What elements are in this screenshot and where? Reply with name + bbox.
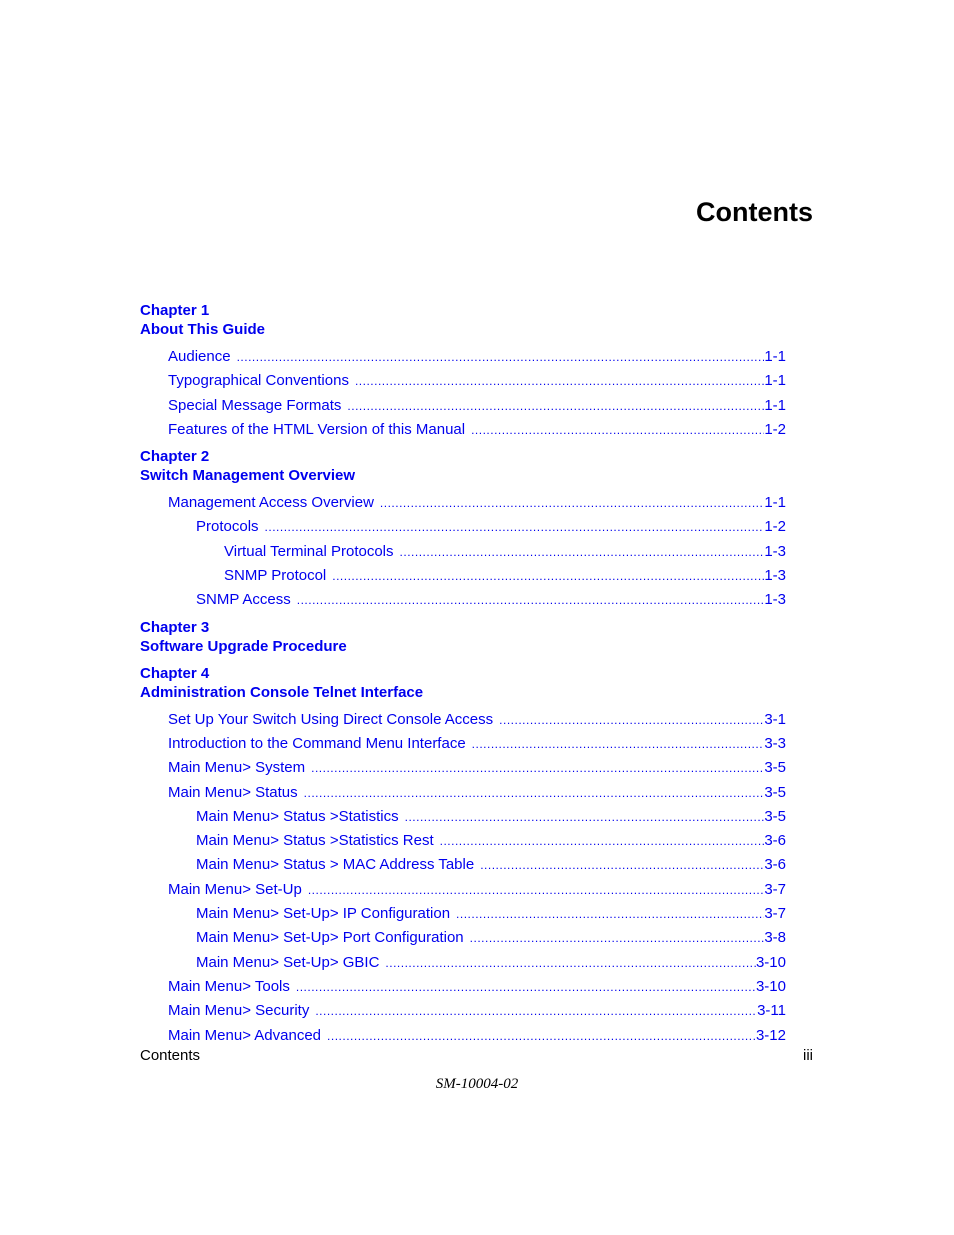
toc-entry-link[interactable] xyxy=(140,515,786,539)
toc-entry-link[interactable] xyxy=(140,394,786,418)
toc-entry-label: Virtual Terminal Protocols xyxy=(224,542,394,560)
toc-entry-link[interactable] xyxy=(140,805,786,829)
chapter-title-link[interactable]: Software Upgrade Procedure xyxy=(140,637,347,655)
toc-entry-link[interactable] xyxy=(140,829,786,853)
toc-entry-link[interactable] xyxy=(140,345,786,369)
dot-leader xyxy=(380,492,764,515)
toc-entry-page-number: 3-7 xyxy=(764,905,786,923)
dot-leader xyxy=(315,1000,757,1023)
toc-entry-link[interactable] xyxy=(140,756,786,780)
toc-entry-page-number: 1-3 xyxy=(764,542,786,560)
toc-entry-link[interactable] xyxy=(140,732,786,756)
toc-entry-label: Main Menu> Set-Up> IP Configuration xyxy=(196,905,451,923)
toc-entry-label: Set Up Your Switch Using Direct Console Access xyxy=(168,710,494,728)
toc-entry-label: Features of the HTML Version of this Manual xyxy=(168,420,466,438)
dot-leader xyxy=(499,709,764,732)
dot-leader xyxy=(308,879,764,902)
dot-leader xyxy=(237,346,765,369)
toc-entry-label: Main Menu> Tools xyxy=(168,977,290,995)
chapter-block xyxy=(140,447,786,612)
table-of-contents xyxy=(140,301,786,1053)
toc-entry-page-number: 3-6 xyxy=(764,832,786,850)
toc-entry-page-number: 3-3 xyxy=(764,734,786,752)
dot-leader xyxy=(355,370,764,393)
chapter-title-link[interactable]: Switch Management Overview xyxy=(140,467,356,485)
toc-entry-page-number: 3-12 xyxy=(755,1026,786,1044)
toc-entry-page-number: 1-2 xyxy=(764,420,786,438)
toc-entry-page-number: 3-7 xyxy=(764,880,786,898)
chapter-title-link[interactable]: Administration Console Telnet Interface xyxy=(140,683,424,701)
toc-entry-label: Management Access Overview xyxy=(168,494,374,512)
toc-entry-link[interactable] xyxy=(140,588,786,612)
footer-section-name: Contents xyxy=(140,1047,201,1064)
toc-entry-page-number: 1-2 xyxy=(764,518,786,536)
toc-entry-link[interactable] xyxy=(140,491,786,515)
chapter-number-link[interactable]: Chapter 1 xyxy=(140,302,210,319)
dot-leader xyxy=(456,903,764,926)
chapter-number-link[interactable]: Chapter 4 xyxy=(140,664,210,682)
chapter-title-link[interactable]: About This Guide xyxy=(140,321,265,338)
toc-entry-page-number: 3-10 xyxy=(755,977,786,995)
chapter-entry-list xyxy=(140,345,786,442)
toc-entry-link[interactable] xyxy=(140,878,786,902)
dot-leader xyxy=(296,976,756,999)
chapter-number-link[interactable]: Chapter 3 xyxy=(140,618,210,636)
dot-leader xyxy=(265,516,765,539)
chapter-number-link[interactable]: Chapter 2 xyxy=(140,448,210,466)
dot-leader xyxy=(440,830,765,853)
toc-entry-label: Typographical Conventions xyxy=(168,372,349,390)
toc-entry-label: Audience xyxy=(168,348,231,365)
toc-entry-page-number: 3-6 xyxy=(764,856,786,874)
toc-entry-label: Main Menu> Security xyxy=(168,1002,310,1020)
chapter-entry-list xyxy=(140,491,786,612)
toc-entry-link[interactable] xyxy=(140,369,786,393)
dot-leader xyxy=(480,854,764,877)
toc-entry-page-number: 3-1 xyxy=(764,710,786,728)
toc-entry-link[interactable] xyxy=(140,951,786,975)
dot-leader xyxy=(400,541,765,564)
toc-entry-label: Main Menu> Status >Statistics Rest xyxy=(196,832,434,850)
chapter-entry-list xyxy=(140,708,786,1048)
toc-entry-link[interactable] xyxy=(140,853,786,877)
toc-entry-page-number: 3-5 xyxy=(764,759,786,777)
toc-entry-label: Main Menu> Advanced xyxy=(168,1026,322,1044)
dot-leader xyxy=(385,952,756,975)
toc-entry-label: SNMP Protocol xyxy=(224,567,327,585)
toc-entry-page-number: 1-1 xyxy=(764,494,786,512)
toc-entry-link[interactable] xyxy=(140,708,786,732)
toc-entry-label: Main Menu> Status xyxy=(168,783,298,801)
toc-entry-link[interactable] xyxy=(140,564,786,588)
toc-entry-link[interactable] xyxy=(140,902,786,926)
dot-leader xyxy=(405,806,765,829)
dot-leader xyxy=(311,757,764,780)
dot-leader xyxy=(304,782,765,805)
chapter-block xyxy=(140,664,786,1048)
dot-leader xyxy=(347,395,764,418)
dot-leader xyxy=(472,733,765,756)
toc-entry-label: Main Menu> System xyxy=(168,759,306,777)
toc-entry-label: Main Menu> Set-Up> Port Configuration xyxy=(196,929,464,947)
toc-entry-link[interactable] xyxy=(140,418,786,442)
toc-entry-link[interactable] xyxy=(140,540,786,564)
toc-entry-label: Main Menu> Set-Up xyxy=(168,880,302,898)
document-code: SM-10004-02 xyxy=(435,1076,519,1092)
toc-entry-label: Main Menu> Status >Statistics xyxy=(196,807,399,825)
footer-page-number: iii xyxy=(803,1047,813,1064)
toc-entry-page-number: 1-1 xyxy=(764,396,786,414)
toc-entry-label: Special Message Formats xyxy=(168,396,342,414)
dot-leader xyxy=(470,927,765,950)
toc-entry-link[interactable] xyxy=(140,781,786,805)
toc-entry-label: Protocols xyxy=(196,518,259,536)
chapter-block xyxy=(140,301,786,442)
page-title: Contents xyxy=(696,197,813,227)
toc-entry-link[interactable] xyxy=(140,926,786,950)
dot-leader xyxy=(332,565,764,588)
chapter-block xyxy=(140,618,786,656)
dot-leader xyxy=(327,1025,756,1048)
toc-entry-page-number: 1-3 xyxy=(764,591,786,609)
toc-entry-label: Main Menu> Status > MAC Address Table xyxy=(196,856,475,874)
toc-entry-page-number: 3-8 xyxy=(764,929,786,947)
toc-entry-page-number: 3-5 xyxy=(764,807,786,825)
toc-entry-label: Main Menu> Set-Up> GBIC xyxy=(196,953,380,971)
toc-entry-link[interactable] xyxy=(140,1024,786,1048)
dot-leader xyxy=(471,419,764,442)
dot-leader xyxy=(297,589,765,612)
toc-entry-link[interactable] xyxy=(140,975,786,999)
toc-entry-page-number: 3-5 xyxy=(764,783,786,801)
toc-entry-label: SNMP Access xyxy=(196,591,291,609)
toc-entry-link[interactable] xyxy=(140,999,786,1023)
toc-entry-page-number: 1-1 xyxy=(764,372,786,390)
toc-entry-label: Introduction to the Command Menu Interface xyxy=(168,734,466,752)
toc-entry-page-number: 3-10 xyxy=(755,953,786,971)
toc-entry-page-number: 1-3 xyxy=(764,567,786,585)
toc-entry-page-number: 3-11 xyxy=(757,1002,786,1020)
toc-entry-page-number: 1-1 xyxy=(764,348,786,365)
